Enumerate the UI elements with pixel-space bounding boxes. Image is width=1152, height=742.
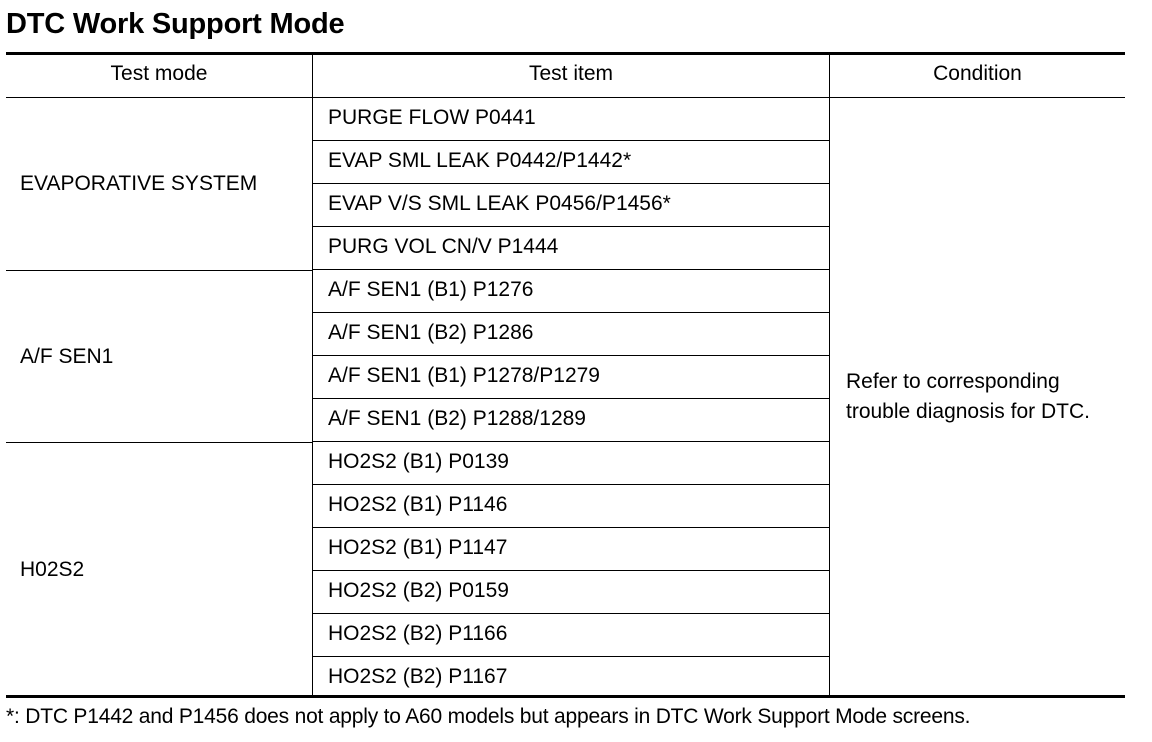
test-item-row: PURG VOL CN/V P1444 [313, 227, 829, 270]
test-item-row: PURGE FLOW P0441 [313, 98, 829, 141]
test-mode-label: EVAPORATIVE SYSTEM [20, 172, 258, 195]
test-item-row: HO2S2 (B1) P0139 [313, 442, 829, 485]
test-item-row: EVAP V/S SML LEAK P0456/P1456* [313, 184, 829, 227]
header-condition: Condition [933, 62, 1022, 85]
test-item-row: HO2S2 (B1) P1147 [313, 528, 829, 571]
test-mode-evaporative-system [6, 98, 312, 271]
test-item-row: EVAP SML LEAK P0442/P1442* [313, 141, 829, 184]
page-title: DTC Work Support Mode [6, 8, 345, 40]
test-mode-af-sen1 [6, 271, 312, 443]
test-item-row: HO2S2 (B2) P1166 [313, 614, 829, 657]
test-item-row: HO2S2 (B2) P0159 [313, 571, 829, 614]
condition-text-line: Refer to corresponding [846, 370, 1060, 393]
table-header [6, 55, 1125, 98]
condition-cell [830, 98, 1125, 696]
test-item-row: A/F SEN1 (B2) P1288/1289 [313, 399, 829, 442]
test-item-row: A/F SEN1 (B1) P1276 [313, 270, 829, 313]
test-item-row: HO2S2 (B1) P1146 [313, 485, 829, 528]
test-mode-h02s2 [6, 443, 312, 696]
dtc-work-support-table [6, 52, 1125, 698]
test-item-row: A/F SEN1 (B1) P1278/P1279 [313, 356, 829, 399]
test-item-row: HO2S2 (B2) P1167 [328, 665, 508, 688]
test-mode-label: H02S2 [20, 557, 85, 581]
test-mode-label: A/F SEN1 [20, 344, 114, 368]
header-test-mode: Test mode [110, 62, 208, 85]
header-test-item: Test item [528, 62, 614, 85]
footnote: *: DTC P1442 and P1456 does not apply to A60 models but appears in DTC Work Support Mode screens. [6, 705, 971, 728]
condition-text-line: trouble diagnosis for DTC. [846, 400, 1090, 423]
test-item-row: A/F SEN1 (B2) P1286 [313, 313, 829, 356]
